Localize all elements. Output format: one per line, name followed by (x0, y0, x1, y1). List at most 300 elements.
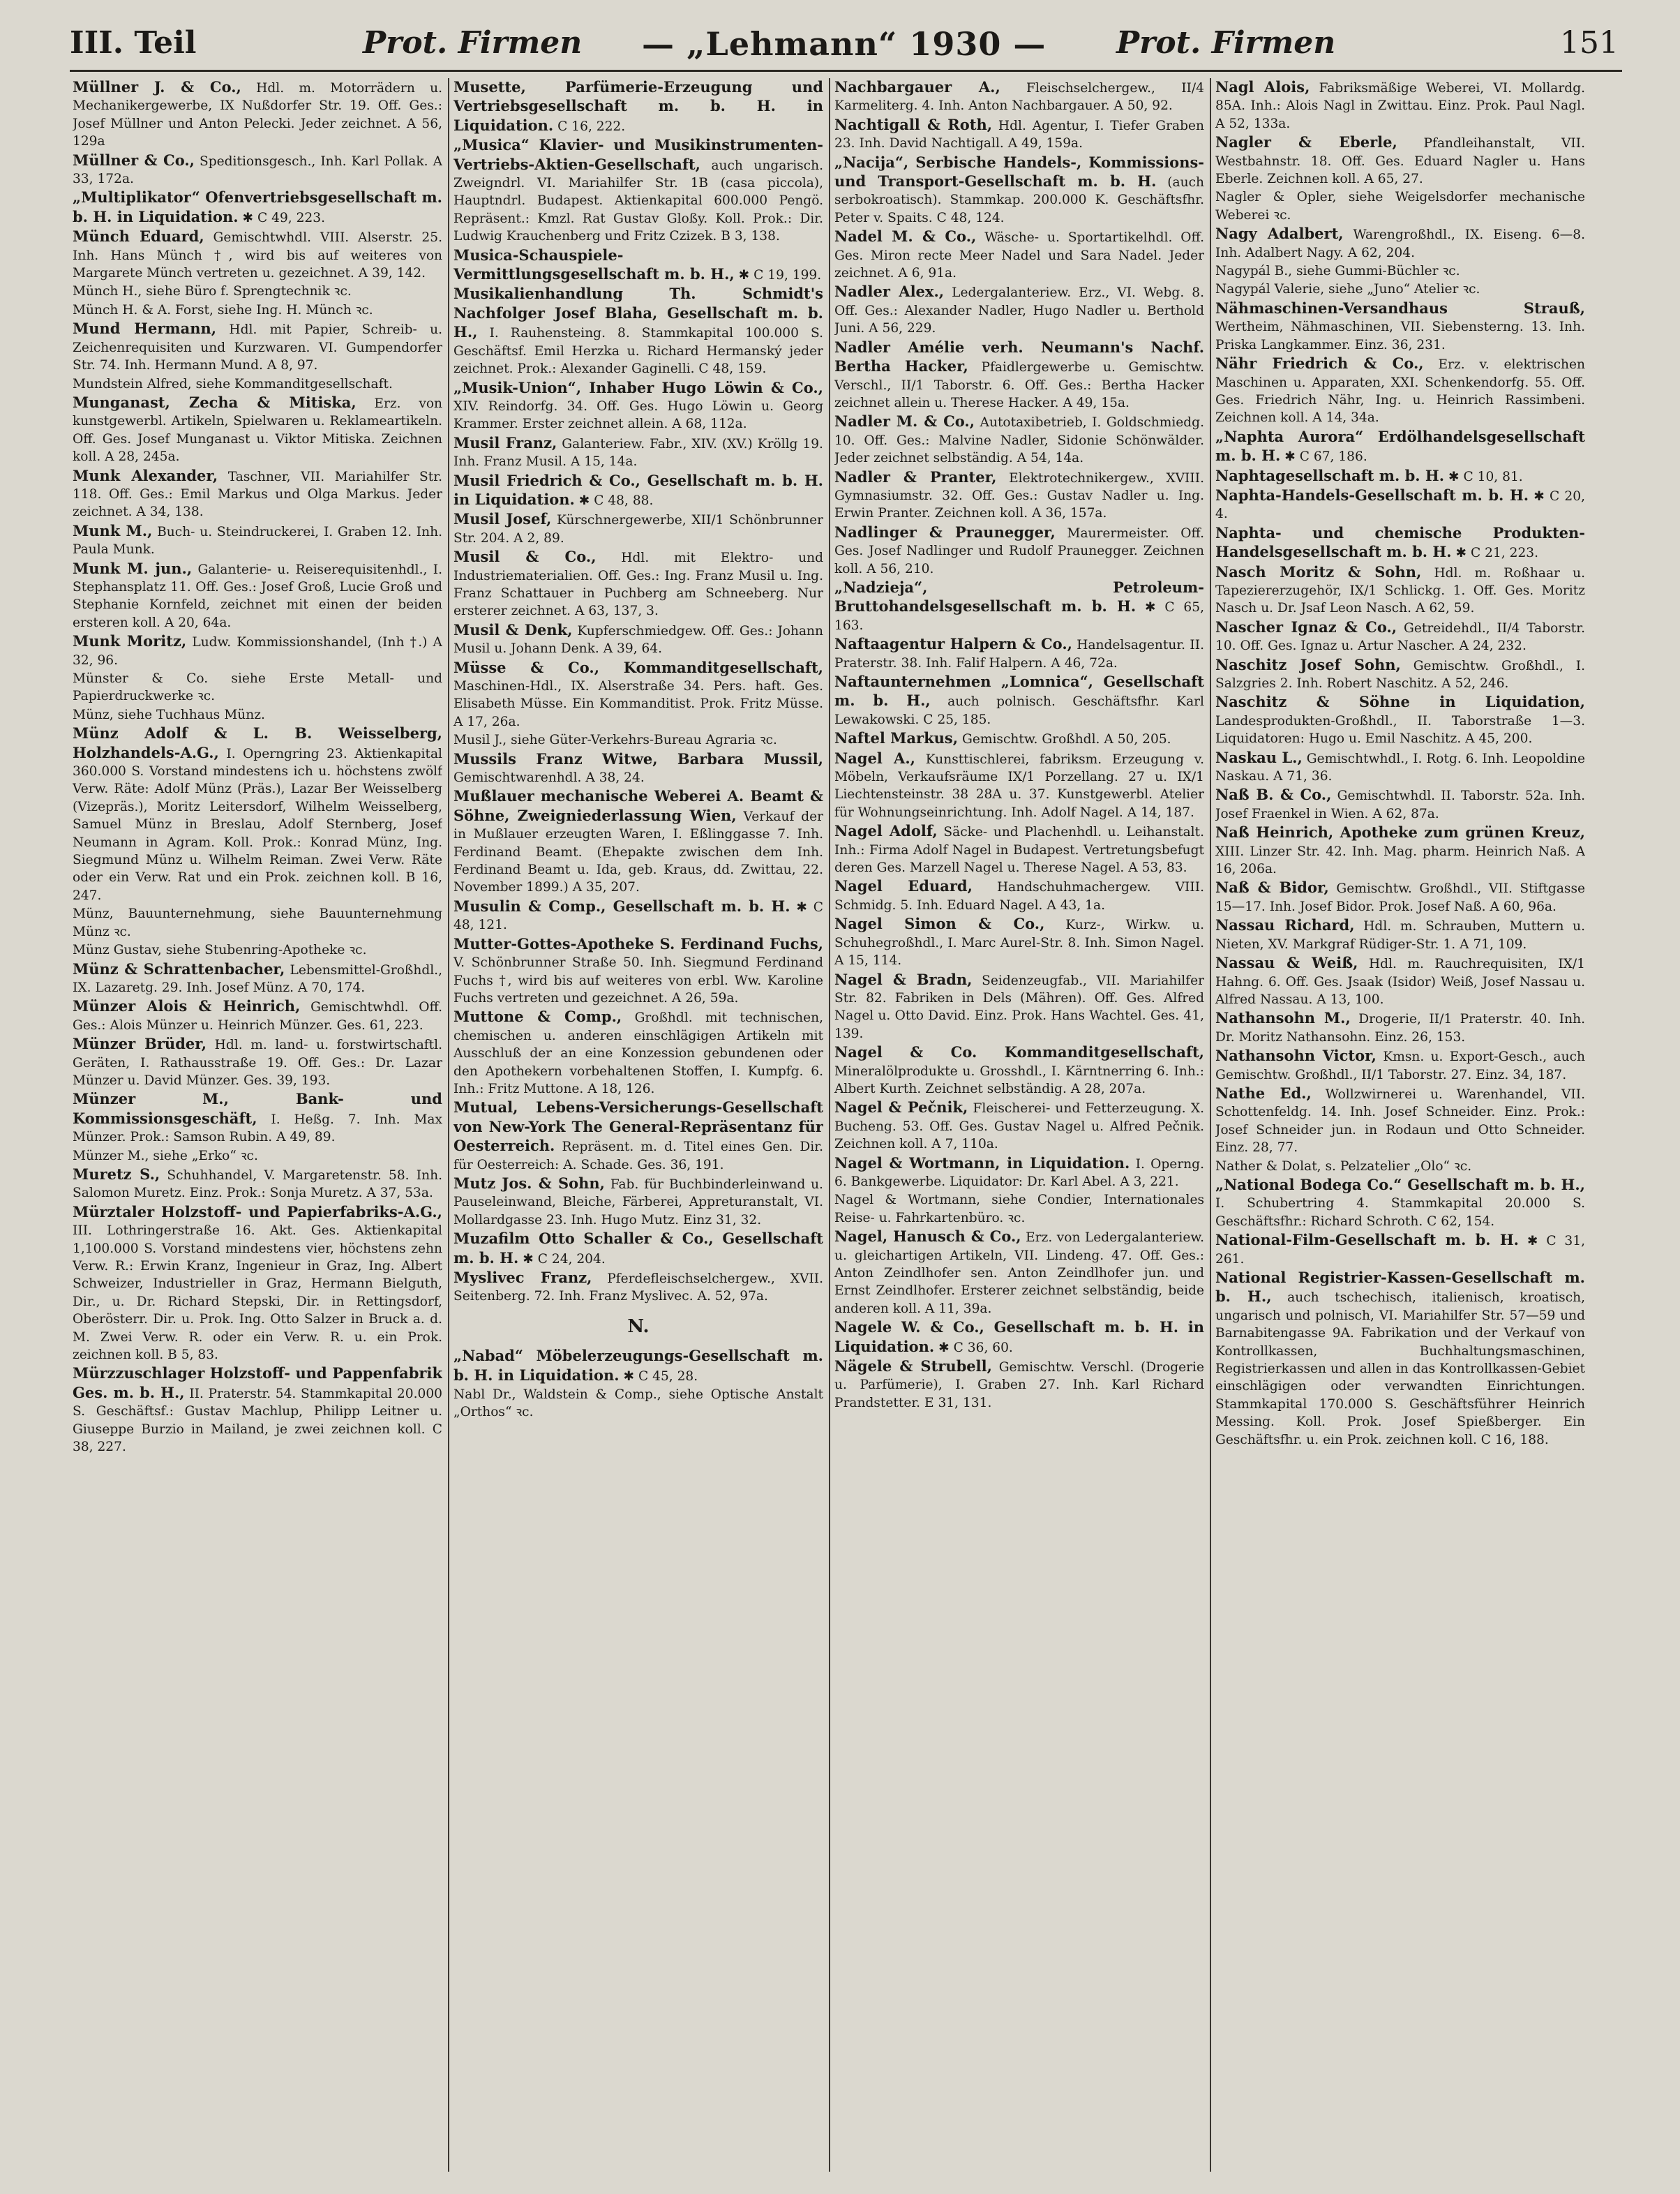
directory-entry (1215, 656, 1585, 693)
entry-details: Handelsagentur. II. Praterstr. 38. Inh. Falif Halpern. A 46, 72a. (834, 638, 1204, 671)
entry-details: Hdl. m. Roßhaar u. Tapeziererzugehör, IX/1 Schlickg. 1. Off. Ges. Moritz Nasch u. Dr. Jsaf Leon Nasch. A 62, 59. (1215, 565, 1585, 616)
directory-entry (73, 151, 442, 188)
entry-details: Kunsttischlerei, fabriksm. Erzeugung v. Möbeln, Verkaufsräume IX/1 Porzellang. 27 u. IX/1 Liechtensteinstr. 38 28A u. 37. Kunstgewerbl. Atelier für Wohnungseinrichtung. Inh. Adolf Nagel. A 14, 187. (834, 752, 1204, 820)
firm-name: Mutter-Gottes-Apotheke S. Ferdinand Fuchs, (453, 934, 823, 953)
directory-entry (73, 188, 442, 227)
firm-name: Mussils Franz Witwe, Barbara Mussil, (453, 749, 823, 768)
firm-name: Nägele & Strubell, (834, 1357, 992, 1375)
entry-details: V. Schönbrunner Straße 50. Inh. Siegmund Ferdinand Fuchs †, wird bis auf weiteres von erbl. Ww. Karoline Fuchs vertreten und gezeichnet. A 26, 59a. (453, 955, 823, 1006)
entry-details: auch ungarisch. Zweigndrl. VI. Mariahilfer Str. 1B (casa piccola), Hauptndrl. Budapest. Aktienkapital 600.000 Pengö. Repräsent.: Kmzl. Rat Gustav Gloßy. Koll. Prok.: Dir. Ludwig Krauchenberg und Fritz Czizek. B 3, 138. (453, 158, 823, 244)
firm-name: Musil Franz, (453, 433, 557, 452)
directory-entry (73, 1090, 442, 1146)
entry-details: Wäsche- u. Sportartikelhdl. Off. Ges. Miron recte Meer Nadel und Sara Nadel. Jeder zeichnet. A 6, 91a. (834, 230, 1204, 281)
entry-details: Gemischtwhdl. VIII. Alserstr. 25. Inh. Hans Münch †, wird bis auf weiteres von Margarete Münch vertreten u. gezeichnet. A 39, 142. (73, 230, 442, 281)
entry-details: ✱ C 21, 223. (1455, 546, 1539, 561)
firm-name: Nagel Adolf, (834, 822, 938, 840)
entry-details: Verkauf der in Mußlauer erzeugten Waren, I. Eßlinggasse 7. Inh. Ferdinand Beamt. (Ehepakte zwischen dem Inh. Ferdinand Beamt u. Ida, geb. Kraus, dd. Zwittau, 22. November 1899.) A 35, 207. (453, 809, 823, 895)
entry-details: Hdl. mit Elektro- und Industriematerialien. Off. Ges.: Ing. Franz Musil u. Ing. Franz Schattauer in Puchberg am Schneeberg. Nur ersterer zeichnet. A 63, 137, 3. (453, 551, 823, 619)
section-heading: N. (627, 1315, 650, 1337)
entry-details: Münz Gustav, siehe Stubenring-Apotheke ꝛc. (73, 943, 367, 958)
entry-details: Gemischtwhdl., I. Rotg. 6. Inh. Leopoldine Naskau. A 71, 36. (1215, 751, 1585, 784)
entry-details: Gemischtw. Großhdl., I. Salzgries 2. Inh. Robert Naschitz. A 52, 246. (1215, 658, 1585, 691)
firm-name: Münzer Alois & Heinrich, (73, 997, 301, 1015)
firm-name: Musil Friedrich & Co., Gesellschaft m. b. H. in Liquidation. (453, 471, 823, 508)
directory-entry (1215, 1231, 1585, 1268)
firm-name: Musette, Parfümerie-Erzeugung und Vertriebsgesellschaft m. b. H. in Liquidation. (453, 78, 823, 134)
directory-entry (453, 731, 823, 749)
left-running-title: Prot. Firmen (363, 25, 583, 61)
directory-entry (453, 1386, 823, 1421)
entry-details: (auch serbokroatisch). Stammkap. 200.000 K. Geschäftsfhr. Peter v. Spaits. C 48, 124. (834, 175, 1204, 225)
entry-details: Nagler & Opler, siehe Weigelsdorfer mechanische Weberei ꝛc. (1215, 190, 1585, 223)
firm-name: Müllner & Co., (73, 151, 195, 169)
entry-details: I. Rauhensteing. 8. Stammkapital 100.000 S. Geschäftsf. Emil Herzka u. Richard Hermanský jeder zeichnet. Prok.: Alexander Gaginelli. C 48, 159. (453, 326, 823, 377)
directory-entry (834, 1191, 1204, 1227)
directory-entry (834, 227, 1204, 282)
directory-entry (73, 227, 442, 282)
entry-details: Maschinen-Hdl., IX. Alserstraße 34. Pers. haft. Ges. Elisabeth Müsse. Ein Kommanditist. Prok. Fritz Müsse. A 17, 26a. (453, 679, 823, 729)
directory-entry (73, 522, 442, 559)
right-running-title: Prot. Firmen (1116, 25, 1336, 61)
firm-name: Münzer M., Bank- und Kommissionsgeschäft, (73, 1090, 442, 1127)
directory-entry (1215, 954, 1585, 1008)
directory-entry (453, 787, 823, 896)
firm-name: Naß & Bidor, (1215, 879, 1329, 897)
entry-details: Speditionsgesch., Inh. Karl Pollak. A 33, 172a. (73, 154, 442, 187)
directory-entry (453, 1230, 823, 1268)
firm-name: Nagel A., (834, 749, 915, 767)
entry-details: Getreidehdl., II/4 Taborstr. 10. Off. Ges. Ignaz u. Artur Nascher. A 24, 232. (1215, 620, 1585, 654)
firm-name: Mürztaler Holzstoff- und Papierfabriks-A.G., (73, 1202, 442, 1221)
column-1 (73, 78, 442, 2172)
directory-entry (73, 941, 442, 959)
directory-entry (73, 670, 442, 706)
directory-entry (834, 1043, 1204, 1098)
directory-entry (834, 729, 1204, 748)
firm-name: Mußlauer mechanische Weberei A. Beamt & Söhne, Zweigniederlassung Wien, (453, 787, 823, 824)
entry-details: ✱ C 20, 4. (1215, 488, 1585, 522)
firm-name: Naphta-Handels-Gesellschaft m. b. H. (1215, 486, 1529, 504)
directory-entry (73, 1035, 442, 1089)
directory-entry (453, 246, 823, 285)
directory-entry (1215, 1009, 1585, 1046)
part-label: III. Teil (70, 25, 197, 61)
directory-entry (453, 659, 823, 731)
entry-details: Wertheim, Nähmaschinen, VII. Siebensterng. 13. Inh. Priska Langkammer. Einz. 36, 231. (1215, 320, 1585, 352)
firm-name: Myslivec Franz, (453, 1269, 592, 1286)
entry-details: Gemischtw. Verschl. (Drogerie u. Parfümerie), I. Graben 27. Inh. Karl Richard Prandstetter. E 31, 131. (834, 1360, 1204, 1410)
entry-details: C 16, 222. (557, 119, 626, 134)
directory-entry (73, 283, 442, 300)
firm-name: Nähmaschinen-Versandhaus Strauß, (1215, 299, 1585, 317)
firm-name: Nassau Richard, (1215, 916, 1355, 934)
firm-name: Nachtigall & Roth, (834, 115, 993, 133)
entry-details: Kupferschmiedgew. Off. Ges.: Johann Musil u. Johann Denk. A 39, 64. (453, 623, 823, 657)
entry-details: Münster & Co. siehe Erste Metall- und Papierdruckwerke ꝛc. (73, 671, 442, 704)
firm-name: Naftel Markus, (834, 729, 959, 747)
firm-name: Nagel, Hanusch & Co., (834, 1227, 1021, 1246)
firm-name: Nagel & Wortmann, in Liquidation. (834, 1154, 1130, 1172)
firm-name: Nadlinger & Praunegger, (834, 523, 1056, 541)
entry-details: Galanteriew. Fabr., XIV. (XV.) Kröllg 19. Inh. Franz Musil. A 15, 14a. (453, 436, 823, 470)
firm-name: „Nacija“, Serbische Handels-, Kommissions- und Transport-Gesellschaft m. b. H. (834, 153, 1204, 191)
directory-entry (453, 472, 823, 510)
firm-name: Nagy Adalbert, (1215, 225, 1344, 243)
entry-details: Drogerie, II/1 Praterstr. 40. Inh. Dr. Moritz Nathansohn. Einz. 26, 153. (1215, 1012, 1585, 1045)
directory-entry (1215, 916, 1585, 953)
entry-details: Erz. von Ledergalanteriew. u. gleichartigen Artikeln, VII. Lindeng. 47. Off. Ges.: Anton Zeindlhofer sen. Anton Zeindlhofer jun. und Ernst Zeindlhofer. Ersterer zeichnet selbständig, beide anderen koll. A 11, 39a. (834, 1230, 1204, 1316)
entry-details: Erz. v. elektrischen Maschinen u. Apparaten, XXI. Schenkendorfg. 55. Off. Ges. Friedrich Nähr, Ing. u. Heinrich Rassimbeni. Zeichnen koll. A 14, 34a. (1215, 357, 1585, 426)
directory-entry (1215, 1176, 1585, 1230)
directory-entry (1215, 693, 1585, 747)
firm-name: Münz & Schrattenbacher, (73, 960, 285, 978)
entry-details: ✱ C 24, 204. (523, 1251, 606, 1267)
entry-details: XIII. Linzer Str. 42. Inh. Mag. pharm. Heinrich Naß. A 16, 206a. (1215, 844, 1585, 877)
column-divider (448, 78, 449, 2172)
entry-details: Münzer M., siehe „Erko“ ꝛc. (73, 1148, 258, 1163)
directory-entry (1215, 1158, 1585, 1175)
directory-entry (834, 915, 1204, 969)
directory-entry (453, 434, 823, 471)
firm-name: Musil & Co., (453, 548, 597, 566)
firm-name: National-Film-Gesellschaft m. b. H. (1215, 1231, 1519, 1249)
entry-details: Kmsn. u. Export-Gesch., auch Gemischtw. Großhdl., II/1 Taborstr. 27. Einz. 34, 187. (1215, 1050, 1585, 1082)
entry-details: Pferdefleischselchergew., XVII. Seitenberg. 72. Inh. Franz Myslivec. A. 52, 97a. (453, 1271, 823, 1304)
directory-entry (1215, 786, 1585, 823)
directory-entry (73, 1203, 442, 1364)
directory-entry (453, 750, 823, 787)
entry-details: Nagypál B., siehe Gummi-Büchler ꝛc. (1215, 264, 1460, 279)
firm-name: Nagl Alois, (1215, 78, 1310, 96)
firm-name: „Musik-Union“, Inhaber Hugo Löwin & Co., (453, 378, 823, 396)
entry-details: Gemischtwhdl. Off. Ges.: Alois Münzer u. Heinrich Münzer. Ges. 61, 223. (73, 1000, 442, 1033)
entry-details: Pfaidlergewerbe u. Gemischtw. Verschl., II/1 Taborstr. 6. Off. Ges.: Bertha Hacker zeichnet allein u. Therese Hacker. A 49, 15a. (834, 360, 1204, 410)
entry-details: Landesprodukten-Großhdl., II. Taborstraße 1—3. Liquidatoren: Hugo u. Emil Naschitz. A 45, 200. (1215, 713, 1585, 747)
firm-name: Muzafilm Otto Schaller & Co., Gesellschaft m. b. H. (453, 1230, 823, 1267)
firm-name: Nadler M. & Co., (834, 412, 975, 431)
directory-entry (1215, 355, 1585, 427)
directory-entry (1215, 281, 1585, 298)
entry-details: Maurermeister. Off. Ges. Josef Nadlinger und Rudolf Praunegger. Zeichnen koll. A 56, 210. (834, 525, 1204, 576)
entry-details: III. Lothringerstraße 16. Akt. Ges. Aktienkapital 1,100.000 S. Vorstand mindestens vier, höchstens zehn Verw. R.: Erwin Kranz, Ingenieur in Graz, Ing. Albert Schweizer, Industrieller in Graz, Hermann Bielguth, Dir., u. Dr. Richard Stepski, Dir. in Rettingsdorf, Oberösterr. Dir. u. Prok. Ing. Otto Salzer in Bruck a. d. M. Zwei Verw. R. oder ein Verw. R. u. ein Prok. zeichnen koll. B 5, 83. (73, 1223, 442, 1363)
firm-name: Nadel M. & Co., (834, 227, 977, 246)
directory-entry (453, 510, 823, 547)
directory-entry (1215, 188, 1585, 224)
entry-details: I. Heßg. 7. Inh. Max Münzer. Prok.: Samson Rubin. A 49, 89. (73, 1112, 442, 1145)
directory-entry (73, 960, 442, 997)
entry-details: Nabl Dr., Waldstein & Comp., siehe Optische Anstalt „Orthos“ ꝛc. (453, 1387, 823, 1420)
firm-name: Nathansohn M., (1215, 1009, 1351, 1027)
firm-name: National Registrier-Kassen-Gesellschaft m. b. H., (1215, 1269, 1585, 1306)
firm-name: „Nabad“ Möbelerzeugungs-Gesellschaft m. b. H. in Liquidation. (453, 1347, 823, 1384)
entry-details: Buch- u. Steindruckerei, I. Graben 12. Inh. Paula Munk. (73, 524, 442, 558)
entry-details: II. Praterstr. 54. Stammkapital 20.000 S. Geschäftsf.: Gustav Machlup, Philipp Leitner u. Giuseppe Burzio in Mailand, je zwei zeichnen koll. C 38, 227. (73, 1386, 442, 1455)
firm-name: Nasch Moritz & Sohn, (1215, 562, 1422, 581)
entry-details: Großhdl. mit technischen, chemischen u. anderen einschlägigen Artikeln mit Ausschluß der an eine Konzession gebundenen oder den Apothekern vorbehaltenen Stoffen, I. Kumpfg. 6. Inh.: Fritz Muttone. A 18, 126. (453, 1010, 823, 1096)
directory-entry (834, 116, 1204, 153)
entry-details: Fabriksmäßige Weberei, VI. Mollardg. 85A. Inh.: Alois Nagl in Zwittau. Einz. Prok. Paul Nagl. A 52, 133a. (1215, 81, 1585, 131)
directory-entry (834, 877, 1204, 914)
directory-entry (834, 1227, 1204, 1318)
directory-entry (453, 1008, 823, 1098)
entry-details: Ledergalanteriew. Erz., VI. Webg. 8. Off. Ges.: Alexander Nadler, Hugo Nadler u. Berthold Juni. A 56, 229. (834, 285, 1204, 336)
column-3 (834, 78, 1204, 2172)
firm-name: Nagler & Eberle, (1215, 133, 1397, 151)
directory-entry (834, 1098, 1204, 1153)
entry-details: Ludw. Kommissionshandel, (Inh †.) A 32, 96. (73, 635, 442, 668)
directory-entry (1215, 1269, 1585, 1449)
directory-entry (1215, 524, 1585, 562)
directory-entry (1215, 749, 1585, 786)
entry-details: Münz, siehe Tuchhaus Münz. (73, 707, 265, 722)
firm-name: Musikalienhandlung Th. Schmidt's Nachfolger Josef Blaha, Gesellschaft m. b. H., (453, 285, 823, 341)
firm-name: Müsse & Co., Kommanditgesellschaft, (453, 658, 823, 676)
entry-details: Kürschnergewerbe, XII/1 Schönbrunner Str. 204. A 2, 89. (453, 513, 823, 546)
directory-entry (1215, 262, 1585, 280)
entry-details: Nagypál Valerie, siehe „Juno“ Atelier ꝛc. (1215, 282, 1480, 297)
entry-details: Hdl. mit Papier, Schreib- u. Zeichenrequisiten und Kurzwaren. VI. Gumpendorfer Str. 74. Inh. Hermann Mund. A 8, 97. (73, 322, 442, 373)
entry-details: Warengroßhdl., IX. Eiseng. 6—8. Inh. Adalbert Nagy. A 62, 204. (1215, 227, 1585, 260)
entry-details: ✱ C 36, 60. (938, 1340, 1013, 1355)
firm-name: Muttone & Comp., (453, 1008, 622, 1026)
firm-name: Munk Alexander, (73, 466, 218, 484)
entry-details: ✱ C 45, 28. (623, 1368, 698, 1384)
firm-name: Nachbargauer A., (834, 78, 1000, 96)
column-divider (1210, 78, 1211, 2172)
entry-details: ✱ C 67, 186. (1284, 449, 1367, 465)
entry-details: Hdl. m. Rauchrequisiten, IX/1 Hahng. 6. Off. Ges. Jsaak (Isidor) Weiß, Josef Nassau u. Alfred Nassau. A 13, 100. (1215, 957, 1585, 1007)
firm-name: Naß B. & Co., (1215, 786, 1332, 804)
firm-name: Nagel & Co. Kommanditgesellschaft, (834, 1043, 1204, 1061)
directory-entry (834, 412, 1204, 467)
firm-name: Musil Josef, (453, 510, 552, 528)
directory-entry (73, 1147, 442, 1165)
firm-name: Mutual, Lebens-Versicherungs-Gesellschaft von New-York The General-Repräsentanz für Oesterreich. (453, 1098, 823, 1155)
entry-details: Säcke- und Plachenhdl. u. Leihanstalt. Inh.: Firma Adolf Nagel in Budapest. Vertretungsbefugt deren Ges. Marzell Nagel u. Therese Nagel. A 53, 83. (834, 825, 1204, 876)
firm-name: „National Bodega Co.“ Gesellschaft m. b. H., (1215, 1175, 1585, 1193)
directory-entry (73, 997, 442, 1034)
entry-details: ✱ C 65, 163. (834, 600, 1204, 633)
firm-name: Naphtagesellschaft m. b. H. (1215, 466, 1445, 484)
directory-entry (834, 1357, 1204, 1412)
directory-entry (834, 1154, 1204, 1191)
column-divider (829, 78, 830, 2172)
firm-name: Nathansohn Victor, (1215, 1047, 1377, 1065)
entry-details: I. Operngring 23. Aktienkapital 360.000 S. Vorstand mindestens ich u. höchstens zwölf Verw. Räte: Adolf Münz (Präs.), Lazar Ber Weisselberg (Vizepräs.), Moritz Leitersdorf, Wilhelm Weisselberg, Samuel Münz in Breslau, Adolf Sternberg, Josef Neumann in Agram. Koll. Prok.: Konrad Münz, Ing. Siegmund Münz u. Wilhelm Reiman. Zwei Verw. Räte oder ein Verw. Rat und ein Prok. zeichnen koll. B 16, 247. (73, 746, 442, 903)
directory-entry (453, 78, 823, 135)
entry-details: auch polnisch. Geschäftsfhr. Karl Lewakowski. C 25, 185. (834, 694, 1204, 727)
firm-name: Naskau L., (1215, 748, 1303, 766)
entry-details: Hdl. m. Schrauben, Muttern u. Nieten, XV. Markgraf Rüdiger-Str. 1. A 71, 109. (1215, 919, 1585, 952)
entry-details: ✱ C 49, 223. (242, 210, 325, 225)
page-header (70, 20, 1619, 68)
entry-details: Mundstein Alfred, siehe Kommanditgesellschaft. (73, 376, 393, 391)
directory-entry (834, 673, 1204, 729)
entry-details: I. Operng. 6. Bankgewerbe. Liquidator: Dr. Karl Abel. A 3, 221. (834, 1156, 1204, 1189)
directory-entry (1215, 563, 1585, 618)
directory-entry (834, 338, 1204, 412)
firm-name: Musulin & Comp., Gesellschaft m. b. H. (453, 897, 790, 915)
entry-details: Hdl. m. Motorrädern u. Mechanikergewerbe, IX Nußdorfer Str. 19. Off. Ges.: Josef Müllner und Anton Pelecki. Jeder zeichnet. A 56, 129a (73, 81, 442, 149)
directory-entry (73, 78, 442, 151)
firm-name: Nathe Ed., (1215, 1084, 1312, 1102)
entry-details: Fleischselchergew., II/4 Karmeliterg. 4. Inh. Anton Nachbargauer. A 50, 92. (834, 81, 1204, 114)
firm-name: Mürzzuschlager Holzstoff- und Pappenfabrik Ges. m. b. H., (73, 1364, 442, 1401)
header-rule (70, 70, 1622, 72)
directory-entry (834, 635, 1204, 672)
firm-name: Nassau & Weiß, (1215, 954, 1358, 972)
firm-name: Naß Heinrich, Apotheke zum grünen Kreuz, (1215, 823, 1585, 842)
firm-name: Nagel Simon & Co., (834, 915, 1045, 933)
directory-entry (1215, 467, 1585, 486)
entry-details: Schuhhandel, V. Margaretenstr. 58. Inh. Salomon Muretz. Einz. Prok.: Sonja Muretz. A 37, 53a. (73, 1167, 442, 1201)
directory-entry (834, 78, 1204, 115)
firm-name: Münch Eduard, (73, 227, 204, 246)
directory-entry (453, 1098, 823, 1174)
directory-entry (73, 706, 442, 724)
entry-details: Elektrotechnikergew., XVIII. Gymnasiumstr. 32. Off. Ges.: Gustav Nadler u. Ing. Erwin Pranter. Zeichnen koll. A 36, 157a. (834, 470, 1204, 521)
directory-entry (453, 1174, 823, 1229)
firm-name: „Nadzieja“, Petroleum-Bruttohandelsgesellschaft m. b. H. (834, 578, 1204, 615)
directory-entry (453, 1269, 823, 1306)
directory-entry (834, 283, 1204, 337)
directory-entry (73, 320, 442, 374)
entry-details: Gemischtw. Großhdl. A 50, 205. (961, 732, 1171, 747)
directory-entry (834, 579, 1204, 634)
directory-entry (1215, 879, 1585, 916)
entry-details: Seidenzeugfab., VII. Mariahilfer Str. 82. Fabriken in Dels (Mähren). Off. Ges. Alfred Nagel u. Otto David. Einz. Prok. Hans Wachtel. Ges. 41, 139. (834, 973, 1204, 1041)
entry-details: Fleischerei- und Fetterzeugung. X. Bucheng. 53. Off. Ges. Gustav Nagel u. Alfred Pečnik. Zeichnen koll. A 7, 110a. (834, 1101, 1204, 1152)
directory-entry (73, 1364, 442, 1456)
firm-name: Naschitz Josef Sohn, (1215, 655, 1401, 673)
directory-entry (453, 935, 823, 1008)
firm-name: Munk M. jun., (73, 559, 193, 577)
directory-entry (1215, 1084, 1585, 1157)
firm-name: Nadler Amélie verh. Neumann's Nachf. Bertha Hacker, (834, 338, 1204, 375)
entry-details: ✱ C 10, 81. (1448, 469, 1523, 484)
directory-entry (453, 897, 823, 934)
firm-name: Nadler & Pranter, (834, 468, 997, 486)
firm-name: „Multiplikator“ Ofenvertriebsgesellschaft m. b. H. in Liquidation. (73, 188, 442, 225)
directory-entry (73, 1165, 442, 1202)
entry-details: Münch H. & A. Forst, siehe Ing. H. Münch ꝛc. (73, 302, 373, 318)
firm-name: Münzer Brüder, (73, 1035, 207, 1053)
entry-details: Münch H., siehe Büro f. Sprengtechnik ꝛc. (73, 284, 352, 299)
entry-details: Gemischtwhdl. II. Taborstr. 52a. Inh. Josef Fraenkel in Wien. A 62, 87a. (1215, 789, 1585, 821)
firm-name: Nadler Alex., (834, 283, 945, 301)
directory-entry (834, 523, 1204, 578)
directory-entry (1215, 428, 1585, 466)
directory-entry (834, 468, 1204, 523)
firm-name: Münz Adolf & L. B. Weisselberg, Holzhandels-A.G., (73, 724, 442, 761)
column-4 (1215, 78, 1585, 2172)
firm-name: „Musica“ Klavier- und Musikinstrumenten-Vertriebs-Aktien-Gesellschaft, (453, 136, 823, 173)
directory-entry (73, 467, 442, 521)
entry-details: ✱ C 48, 88. (578, 493, 654, 508)
entry-details: Fab. für Buchbinderleinwand u. Pauseleinwand, Bleiche, Färberei, Appreturanstalt, VI. Mollardgasse 23. Inh. Hugo Mutz. Einz 31, 32. (453, 1177, 823, 1227)
directory-entry (1215, 823, 1585, 878)
entry-details: Erz. von kunstgewerbl. Artikeln, Spielwaren u. Reklameartikeln. Off. Ges. Josef Munganast u. Viktor Mitiska. Zeichnen koll. A 28, 245a. (73, 396, 442, 465)
entry-details: Hdl. m. land- u. forstwirtschaftl. Geräten, I. Rathausstraße 19. Off. Ges.: Dr. Lazar Münzer u. David Münzer. Ges. 39, 193. (73, 1038, 442, 1088)
directory-entry (834, 971, 1204, 1043)
entry-details: Galanterie- u. Reiserequisitenhdl., I. Stephansplatz 11. Off. Ges.: Josef Groß, Lucie Groß und Stephanie Kornfeld, zeichnet mit einen der beiden ersteren koll. A 20, 64a. (73, 562, 442, 630)
directory-entry (73, 560, 442, 632)
directory-entry (834, 749, 1204, 822)
firm-name: Müllner J. & Co., (73, 78, 241, 96)
entry-details: Mineralölprodukte u. Grosshdl., I. Kärntnerring 6. Inh.: Albert Kurth. Zeichnet selbständig. A 28, 207a. (834, 1064, 1204, 1096)
entry-details: Gemischtwarenhdl. A 38, 24. (453, 770, 645, 786)
directory-entry (1215, 299, 1585, 354)
directory-entry (1215, 133, 1585, 188)
entry-details: Kurz-, Wirkw. u. Schuhegroßhdl., I. Marc Aurel-Str. 8. Inh. Simon Nagel. A 15, 114. (834, 918, 1204, 969)
firm-name: Nagel & Pečnik, (834, 1098, 968, 1117)
firm-name: Nagel Eduard, (834, 877, 973, 895)
entry-details: Autotaxibetrieb, I. Goldschmiedg. 10. Off. Ges.: Malvine Nadler, Sidonie Schönwälder. Jeder zeichnet selbständig. A 54, 14a. (834, 415, 1204, 466)
directory-entry (834, 822, 1204, 876)
entry-details: Hdl. Agentur, I. Tiefer Graben 23. Inh. David Nachtigall. A 49, 159a. (834, 118, 1204, 151)
entry-details: ✱ C 19, 199. (738, 268, 822, 283)
directory-entry (73, 724, 442, 904)
entry-details: Wollzwirnerei u. Warenhandel, VII. Schottenfeldg. 14. Inh. Josef Schneider. Einz. Prok.: Josef Schneider jun. in Rodaun und Otto Schneider. Einz. 28, 77. (1215, 1087, 1585, 1156)
center-running-title: — „Lehmann“ 1930 — (642, 25, 1047, 63)
firm-name: Mund Hermann, (73, 320, 217, 338)
entry-details: Münz, Bauunternehmung, siehe Bauunternehmung Münz ꝛc. (73, 906, 442, 939)
entry-details: Pfandleihanstalt, VII. Westbahnstr. 18. Off. Ges. Eduard Nagler u. Hans Eberle. Zeichnen koll. A 65, 27. (1215, 136, 1585, 187)
firm-name: Nagele W. & Co., Gesellschaft m. b. H. in Liquidation. (834, 1318, 1204, 1355)
firm-name: Naftaunternehmen „Lomnica“, Gesellschaft m. b. H., (834, 673, 1204, 710)
directory-entry (1215, 1047, 1585, 1084)
directory-entry (73, 394, 442, 466)
firm-name: Muretz S., (73, 1165, 160, 1183)
firm-name: Mutz Jos. & Sohn, (453, 1174, 605, 1192)
entry-details: XIV. Reindorfg. 34. Off. Ges. Hugo Löwin u. Georg Krammer. Erster zeichnet allein. A 68, 112a. (453, 398, 823, 432)
directory-entry (73, 301, 442, 319)
directory-entry (453, 548, 823, 620)
entry-details: Handschuhmachergew. VIII. Schmidg. 5. Inh. Eduard Nagel. A 43, 1a. (834, 880, 1204, 913)
directory-entry (834, 1318, 1204, 1357)
firm-name: Naschitz & Söhne in Liquidation, (1215, 693, 1585, 711)
directory-entry (453, 285, 823, 378)
firm-name: Nascher Ignaz & Co., (1215, 618, 1397, 636)
entry-details: auch tschechisch, italienisch, kroatisch, ungarisch und polnisch, VI. Mariahilfer Str. 57—59 und Barnabitengasse 9A. Fabrikation und der Verkauf von Kontrollkassen, Buchhaltungsmaschinen, Registrierkassen und allen in das Kontrollkassen-Gebiet einschlägigen oder verwandten Einrichtungen. Stammkapital 170.000 S. Geschäftsführer Heinrich Messing. Koll. Prok. Josef Spießberger. Ein Geschäftsfhr. u. ein Prok. zeichnen koll. C 16, 188. (1215, 1290, 1585, 1447)
firm-name: Munk Moritz, (73, 632, 187, 650)
column-2 (453, 78, 823, 2172)
directory-entry (1215, 618, 1585, 655)
entry-details: ✱ C 31, 261. (1215, 1234, 1585, 1267)
firm-name: Nähr Friedrich & Co., (1215, 355, 1424, 373)
entry-details: Nather & Dolat, s. Pelzatelier „Olo“ ꝛc. (1215, 1158, 1472, 1174)
entry-details: ✱ C 48, 121. (453, 900, 823, 933)
firm-name: „Naphta Aurora“ Erdölhandelsgesellschaft m. b. H. (1215, 427, 1585, 465)
entry-details: Repräsent. m. d. Titel eines Gen. Dir. für Oesterreich: A. Schade. Ges. 36, 191. (453, 1140, 823, 1172)
firm-name: Nagel & Bradn, (834, 970, 973, 988)
entry-details: Taschner, VII. Mariahilfer Str. 118. Off. Ges.: Emil Markus und Olga Markus. Jeder zeichnet. A 34, 138. (73, 469, 442, 520)
directory-entry (834, 154, 1204, 227)
entry-details: I. Schubertring 4. Stammkapital 20.000 S. Geschäftsfhr.: Richard Schroth. C 62, 154. (1215, 1196, 1585, 1229)
firm-name: Musica-Schauspiele-Vermittlungsgesellschaft m. b. H., (453, 246, 735, 283)
firm-name: Naphta- und chemische Produkten-Handelsgesellschaft m. b. H. (1215, 523, 1585, 561)
directory-entry (73, 632, 442, 669)
directory-entry (1215, 78, 1585, 133)
entry-details: Nagel & Wortmann, siehe Condier, Internationales Reise- u. Fahrkartenbüro. ꝛc. (834, 1193, 1204, 1225)
page-number: 151 (1560, 25, 1619, 61)
directory-entry (453, 1347, 823, 1385)
directory-entry (1215, 486, 1585, 523)
directory-entry (73, 905, 442, 941)
directory-entry (453, 379, 823, 433)
firm-name: Munganast, Zecha & Mitiska, (73, 393, 357, 411)
firm-name: Munk M., (73, 521, 153, 539)
